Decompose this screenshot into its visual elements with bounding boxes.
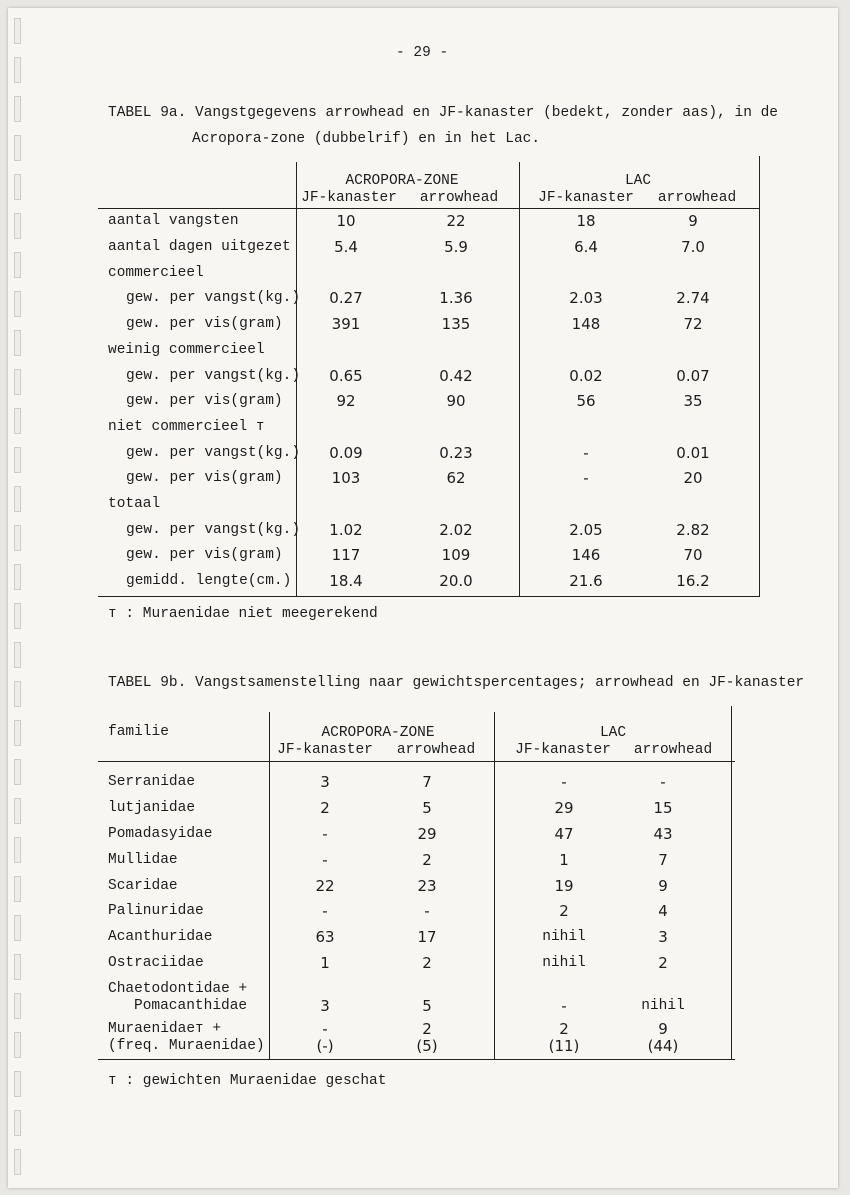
table-a-cell: 7.0 (681, 238, 705, 256)
table-a-cell: 9 (688, 212, 698, 230)
table-a-cell: 10 (336, 212, 356, 230)
table-a-cell: 92 (336, 392, 356, 410)
table-b-cell: 5 (422, 799, 432, 817)
table-b-cell: nihil (542, 955, 586, 971)
table-a-cell: 35 (683, 392, 703, 410)
table-b-row-label: Ostraciidae (108, 955, 204, 971)
table-a-cell: 0.65 (329, 367, 363, 385)
binding-hole (14, 1032, 21, 1058)
binding-hole (14, 213, 21, 239)
binding-hole (14, 447, 21, 473)
table-b-divider (494, 712, 495, 1059)
table-b-col-header: arrowhead (633, 742, 713, 758)
table-a-row-label: gemidd. lengte(cm.) (126, 573, 292, 589)
table-b-group-acropora: ACROPORA-ZONE (321, 725, 435, 741)
table-b-cell: nihil (542, 929, 586, 945)
table-a-col-header: arrowhead (419, 190, 499, 206)
table-b-cell: - (424, 902, 430, 920)
binding-hole (14, 1071, 21, 1097)
table-a-footnote: ᴛ : Muraenidae niet meegerekend (108, 606, 378, 622)
table-a-row-label: gew. per vangst(kg.) (126, 522, 301, 538)
table-b-cell: 23 (417, 877, 437, 895)
table-a-cell: 2.03 (569, 289, 603, 307)
table-b-cell: 43 (653, 825, 673, 843)
table-a-col-header: JF-kanaster (301, 190, 397, 206)
table-a-cell: 6.4 (574, 238, 598, 256)
table-b-row-label: Serranidae (108, 774, 196, 790)
binding-hole (14, 96, 21, 122)
table-a-cell: 0.42 (439, 367, 473, 385)
table-a-cell: 70 (683, 546, 703, 564)
table-b-cell: 2 (422, 954, 432, 972)
binding-hole (14, 876, 21, 902)
binding-hole (14, 798, 21, 824)
table-b-cell: 3 (320, 997, 330, 1015)
binding-hole (14, 408, 21, 434)
table-b-cell: - (322, 825, 328, 843)
table-a-cell: 0.09 (329, 444, 363, 462)
table-a-cell: 2.82 (676, 521, 710, 539)
table-b-title: TABEL 9b. Vangstsamenstelling naar gewichtspercentages; arrowhead en JF-kanaster (108, 675, 805, 691)
table-b-cell: 4 (658, 902, 668, 920)
table-b-cell: 22 (315, 877, 335, 895)
table-b-row-label: Palinuridae (108, 903, 204, 919)
table-a-cell: 0.27 (329, 289, 363, 307)
table-a-row-label: aantal vangsten (108, 213, 239, 229)
table-a-cell: 72 (683, 315, 703, 333)
binding-hole (14, 564, 21, 590)
table-a-header-rule (98, 208, 760, 209)
table-a-cell: 18.4 (329, 572, 363, 590)
table-a-row-label: gew. per vis(gram) (126, 470, 283, 486)
table-a-cell: 2.05 (569, 521, 603, 539)
table-a-row-label: weinig commercieel (108, 342, 265, 358)
binding-hole (14, 291, 21, 317)
table-a-group-acropora: ACROPORA-ZONE (345, 173, 459, 189)
table-b-cell: (5) (416, 1037, 438, 1055)
table-b-group-lac: LAC (599, 725, 627, 741)
table-b-cell: (-) (316, 1037, 334, 1055)
table-b-cell: 2 (559, 1020, 569, 1038)
table-b-row-label: Pomadasyidae (108, 826, 213, 842)
binding-holes (0, 0, 22, 1195)
table-a-bottom-rule (98, 596, 760, 597)
table-b-row-label: Scaridae (108, 878, 178, 894)
table-a-cell: 391 (331, 315, 361, 333)
table-a-cell: 90 (446, 392, 466, 410)
table-b-row-label: Chaetodontidae + (108, 981, 248, 997)
table-b-cell: 15 (653, 799, 673, 817)
binding-hole (14, 993, 21, 1019)
table-b-row-label: Mullidae (108, 852, 178, 868)
table-b-cell: 63 (315, 928, 335, 946)
table-a-col-header: arrowhead (657, 190, 737, 206)
table-b-cell: 3 (320, 773, 330, 791)
table-b-bottom-rule (98, 1059, 735, 1060)
binding-hole (14, 525, 21, 551)
binding-hole (14, 252, 21, 278)
table-b-cell: 2 (320, 799, 330, 817)
binding-hole (14, 681, 21, 707)
table-a-group-lac: LAC (624, 173, 652, 189)
table-a-cell: 20 (683, 469, 703, 487)
table-b-cell: (44) (647, 1037, 679, 1055)
table-a-cell: 21.6 (569, 572, 603, 590)
table-b-cell: 19 (554, 877, 574, 895)
page-number: - 29 - (396, 45, 449, 61)
binding-hole (14, 57, 21, 83)
table-a-cell: 56 (576, 392, 596, 410)
table-b-cell: 2 (658, 954, 668, 972)
binding-hole (14, 486, 21, 512)
table-a-cell: 18 (576, 212, 596, 230)
table-b-first-header: familie (108, 724, 169, 740)
table-b-cell: 9 (658, 1020, 668, 1038)
table-a-row-label: gew. per vis(gram) (126, 547, 283, 563)
table-a-row-label: gew. per vangst(kg.) (126, 368, 301, 384)
binding-hole (14, 759, 21, 785)
table-b-footnote: ᴛ : gewichten Muraenidae geschat (108, 1073, 387, 1089)
table-a-cell: 20.0 (439, 572, 473, 590)
table-b-cell: 17 (417, 928, 437, 946)
table-b-cell: 3 (658, 928, 668, 946)
table-a-cell: 109 (441, 546, 471, 564)
table-a-cell: 0.07 (676, 367, 710, 385)
table-b-cell: 1 (559, 851, 569, 869)
table-b-cell: 2 (422, 1020, 432, 1038)
table-b-cell: 7 (422, 773, 432, 791)
table-b-col-header: JF-kanaster (277, 742, 373, 758)
table-a-cell: 2.74 (676, 289, 710, 307)
binding-hole (14, 1110, 21, 1136)
table-a-cell: 1.36 (439, 289, 473, 307)
binding-hole (14, 330, 21, 356)
binding-hole (14, 642, 21, 668)
table-a-cell: 1.02 (329, 521, 363, 539)
table-b-cell: - (322, 851, 328, 869)
table-a-title: TABEL 9a. Vangstgegevens arrowhead en JF-kanaster (bedekt, zonder aas), in de (108, 105, 779, 121)
table-b-cell: 29 (554, 799, 574, 817)
table-a-cell: - (583, 444, 589, 462)
table-a-cell: 22 (446, 212, 466, 230)
binding-hole (14, 915, 21, 941)
table-a-cell: 146 (571, 546, 601, 564)
table-a-cell: 62 (446, 469, 466, 487)
table-b-cell: 5 (422, 997, 432, 1015)
table-a-row-label: gew. per vangst(kg.) (126, 445, 301, 461)
table-a-divider (759, 156, 760, 596)
table-b-divider (731, 706, 732, 1059)
table-b-cell: 7 (658, 851, 668, 869)
table-b-header-rule (98, 761, 735, 762)
table-b-cell: nihil (641, 998, 685, 1014)
table-b-cell: 1 (320, 954, 330, 972)
table-b-cell: - (561, 997, 567, 1015)
table-b-row-label: lutjanidae (108, 800, 196, 816)
table-b-cell: - (322, 902, 328, 920)
table-b-row-label: Muraenidaeᴛ + (108, 1021, 222, 1037)
table-a-divider (519, 162, 520, 596)
table-a-cell: 5.9 (444, 238, 468, 256)
table-b-row-label: Pomacanthidae (134, 998, 248, 1014)
table-b-cell: (11) (548, 1037, 580, 1055)
table-a-cell: 117 (331, 546, 361, 564)
table-b-cell: - (660, 773, 666, 791)
binding-hole (14, 837, 21, 863)
table-a-cell: 2.02 (439, 521, 473, 539)
table-a-row-label: aantal dagen uitgezet (108, 239, 291, 255)
table-b-cell: - (322, 1020, 328, 1038)
table-b-cell: 2 (559, 902, 569, 920)
table-b-row-label: (freq. Muraenidae) (108, 1038, 265, 1054)
table-a-col-header: JF-kanaster (538, 190, 634, 206)
table-a-row-label: gew. per vis(gram) (126, 316, 283, 332)
table-b-cell: 47 (554, 825, 574, 843)
table-a-row-label: commercieel (108, 265, 204, 281)
binding-hole (14, 954, 21, 980)
binding-hole (14, 603, 21, 629)
table-a-cell: 0.01 (676, 444, 710, 462)
binding-hole (14, 18, 21, 44)
binding-hole (14, 135, 21, 161)
table-b-col-header: arrowhead (396, 742, 476, 758)
binding-hole (14, 1149, 21, 1175)
table-a-cell: - (583, 469, 589, 487)
table-b-cell: 29 (417, 825, 437, 843)
binding-hole (14, 369, 21, 395)
table-a-row-label: niet commercieel ᴛ (108, 419, 265, 435)
table-a-row-label: gew. per vis(gram) (126, 393, 283, 409)
table-b-row-label: Acanthuridae (108, 929, 213, 945)
binding-hole (14, 720, 21, 746)
table-a-cell: 5.4 (334, 238, 358, 256)
table-a-row-label: gew. per vangst(kg.) (126, 290, 301, 306)
table-a-row-label: totaal (108, 496, 161, 512)
table-a-cell: 0.02 (569, 367, 603, 385)
table-a-cell: 16.2 (676, 572, 710, 590)
binding-hole (14, 174, 21, 200)
table-b-cell: 9 (658, 877, 668, 895)
table-a-cell: 135 (441, 315, 471, 333)
table-a-cell: 0.23 (439, 444, 473, 462)
table-b-cell: 2 (422, 851, 432, 869)
table-b-cell: - (561, 773, 567, 791)
table-a-subtitle: Acropora-zone (dubbelrif) en in het Lac. (192, 131, 541, 147)
table-b-divider (269, 712, 270, 1059)
table-b-col-header: JF-kanaster (515, 742, 611, 758)
table-a-cell: 103 (331, 469, 361, 487)
table-a-cell: 148 (571, 315, 601, 333)
